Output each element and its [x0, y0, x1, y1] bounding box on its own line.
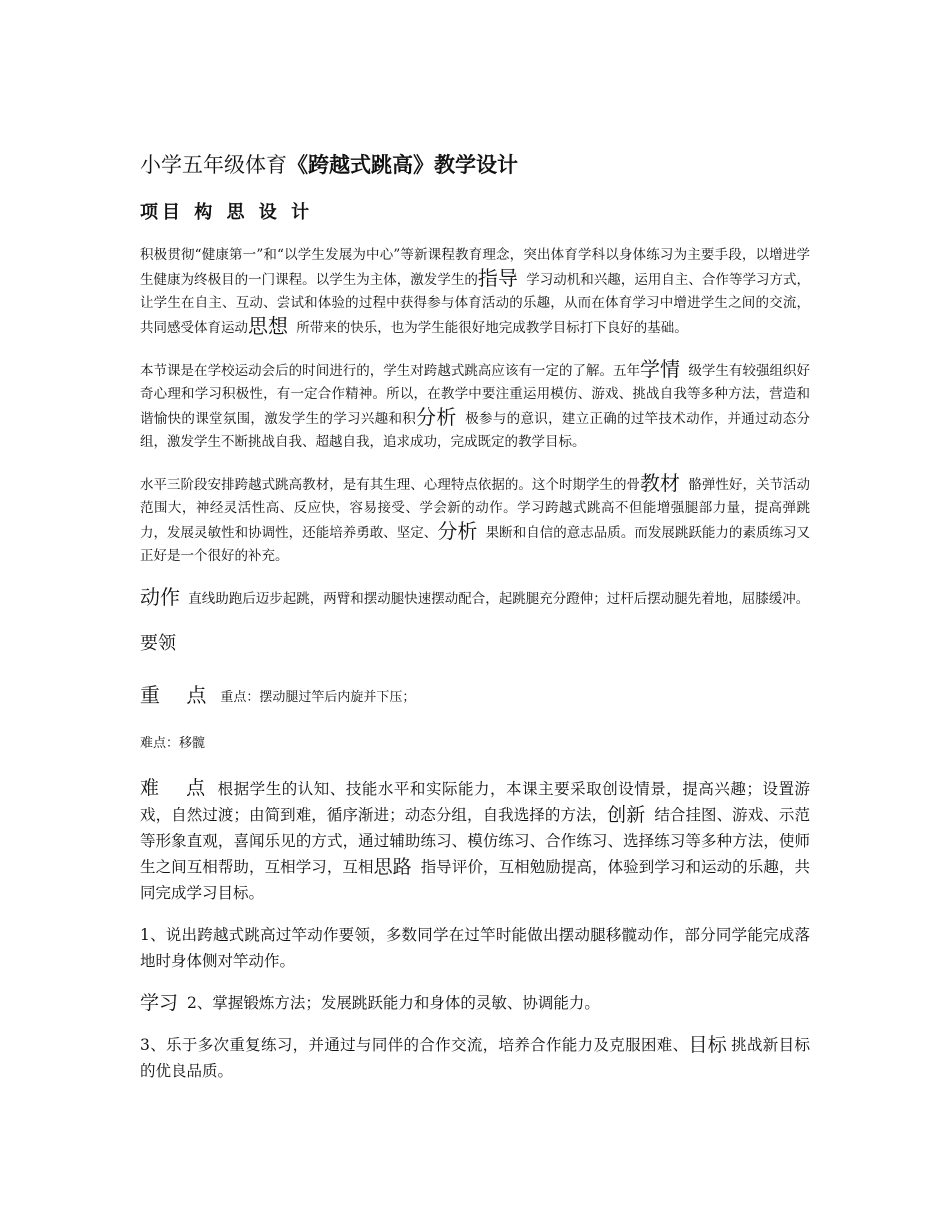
- paragraph-concept: [140, 244, 810, 340]
- goal-3-tail: 挑战新目标的优良品质。: [140, 1036, 810, 1080]
- paragraph-material-part2: 骼弹性好，关节活动范围大，神经灵活性高、反应快，容易接受、学会新的动作。学习跨越式跳高不但能增强腿部力量，提高弹跳力，发展灵敏性和协调性，还能培养勇敢、坚定、: [140, 477, 811, 541]
- inline-label-analysis-2: 分析: [437, 519, 478, 543]
- document-title: [140, 150, 810, 180]
- method-part2: 结合挂图、游戏、示范等形象直观，喜闻乐见的方式，通过辅助练习、模仿练习、合作练习、选择练习等多种方法，使师生之间互相帮助，互相学习，互相: [140, 806, 810, 876]
- difficult-point-line: 难点：移髋: [140, 736, 206, 751]
- paragraph-material-part3: 果断和自信的意志品质。而发展跳跃能力的素质练习又正好是一个很好的补充。: [140, 525, 811, 564]
- method-part1: 根据学生的认知、技能水平和实际能力，本课主要采取创设情景，提高兴趣；设置游戏，自然过渡；由简到难，循序渐进；动态分组，自我选择的方法，: [140, 780, 810, 824]
- inline-label-material: 教材: [640, 471, 681, 495]
- paragraph-concept-part2: 学习动机和兴趣，运用自主、合作等学习方式，让学生在自主、互动、尝试和体验的过程中获得参与体育活动的乐趣，从而在体育学习中增进学生之间的交流，共同感受体育运动: [140, 272, 811, 336]
- inline-label-goal: 目标: [688, 1034, 728, 1056]
- goal-3-text: 3、乐于多次重复练习，并通过与同伴的合作交流，培养合作能力及克服困难、: [140, 1036, 689, 1054]
- inline-label-guidance: 指导: [477, 266, 518, 290]
- inline-label-approach: 思路: [373, 856, 412, 878]
- paragraph-method: [140, 775, 810, 906]
- paragraph-student-part2: 级学生有较强组织好奇心理和学习积极性，有一定合作精神。所以，在教学中要注重运用模仿、游戏、挑战自我等多种方法，营造和谐愉快的课堂氛围，激发学生的学习兴趣和积: [140, 363, 811, 427]
- document-page: [140, 150, 810, 1100]
- inline-label-student-situation: 学情: [640, 357, 681, 381]
- goal-2: [140, 990, 810, 1016]
- goal-3: [140, 1032, 810, 1084]
- inline-label-analysis: 分析: [416, 405, 457, 429]
- key-point-label: 重 点: [140, 683, 217, 707]
- goal-2-label: 学习: [140, 992, 179, 1014]
- title-bold: 《跨越式跳高》教学设计: [287, 152, 518, 177]
- paragraph-material-analysis: [140, 472, 810, 568]
- paragraph-concept-part3: 所带来的快乐，也为学生能很好地完成教学目标打下良好的基础。: [296, 320, 688, 336]
- method-part3: 指导评价，互相勉励提高，体验到学习和运动的乐趣，共同完成学习目标。: [140, 858, 810, 902]
- action-label: 动作: [140, 585, 180, 609]
- paragraph-student-part3: 极参与的意识，建立正确的过竿技术动作，并通过动态分组，激发学生不断挑战自我、超越自我，追求成功，完成既定的教学目标。: [140, 411, 811, 450]
- inline-label-idea: 思想: [248, 314, 288, 338]
- paragraph-concept-part1: 积极贯彻“健康第一”和“以学生发展为中心”等新课程教育理念，突出体育学科以身体练习为主要手段，以增进学生健康为终极目的一门课程。以学生为主体，激发学生的: [140, 247, 810, 288]
- key-point-line: [140, 679, 810, 708]
- inline-label-innovation: 创新: [607, 804, 646, 826]
- paragraph-action: [140, 586, 810, 611]
- paragraph-material-part1: 水平三阶段安排跨越式跳高教材，是有其生理、心理特点依据的。这个时期学生的骨: [140, 477, 641, 493]
- essentials-label: 要领: [140, 633, 176, 654]
- paragraph-student-analysis: [140, 358, 810, 454]
- method-label: 难 点: [140, 777, 216, 799]
- action-text: 直线助跑后迈步起跳，两臂和摆动腿快速摆动配合，起跳腿充分蹬伸；过杆后摆动腿先着地，屈膝缓冲。: [188, 591, 810, 607]
- title-prefix: 小学五年级体育: [140, 153, 287, 177]
- goal-1: 1、说出跨越式跳高过竿动作要领，多数同学在过竿时能做出摆动腿移髋动作，部分同学能完成落地时身体侧对竿动作。: [140, 926, 810, 970]
- paragraph-student-part1: 本节课是在学校运动会后的时间进行的，学生对跨越式跳高应该有一定的了解。五年: [140, 363, 641, 379]
- section-heading: 项目 构 思 设 计: [140, 202, 314, 223]
- key-point-text: 重点：摆动腿过竿后内旋并下压；: [220, 690, 416, 705]
- goal-2-text: 2、掌握锻炼方法；发展跳跃能力和身体的灵敏、协调能力。: [186, 994, 600, 1012]
